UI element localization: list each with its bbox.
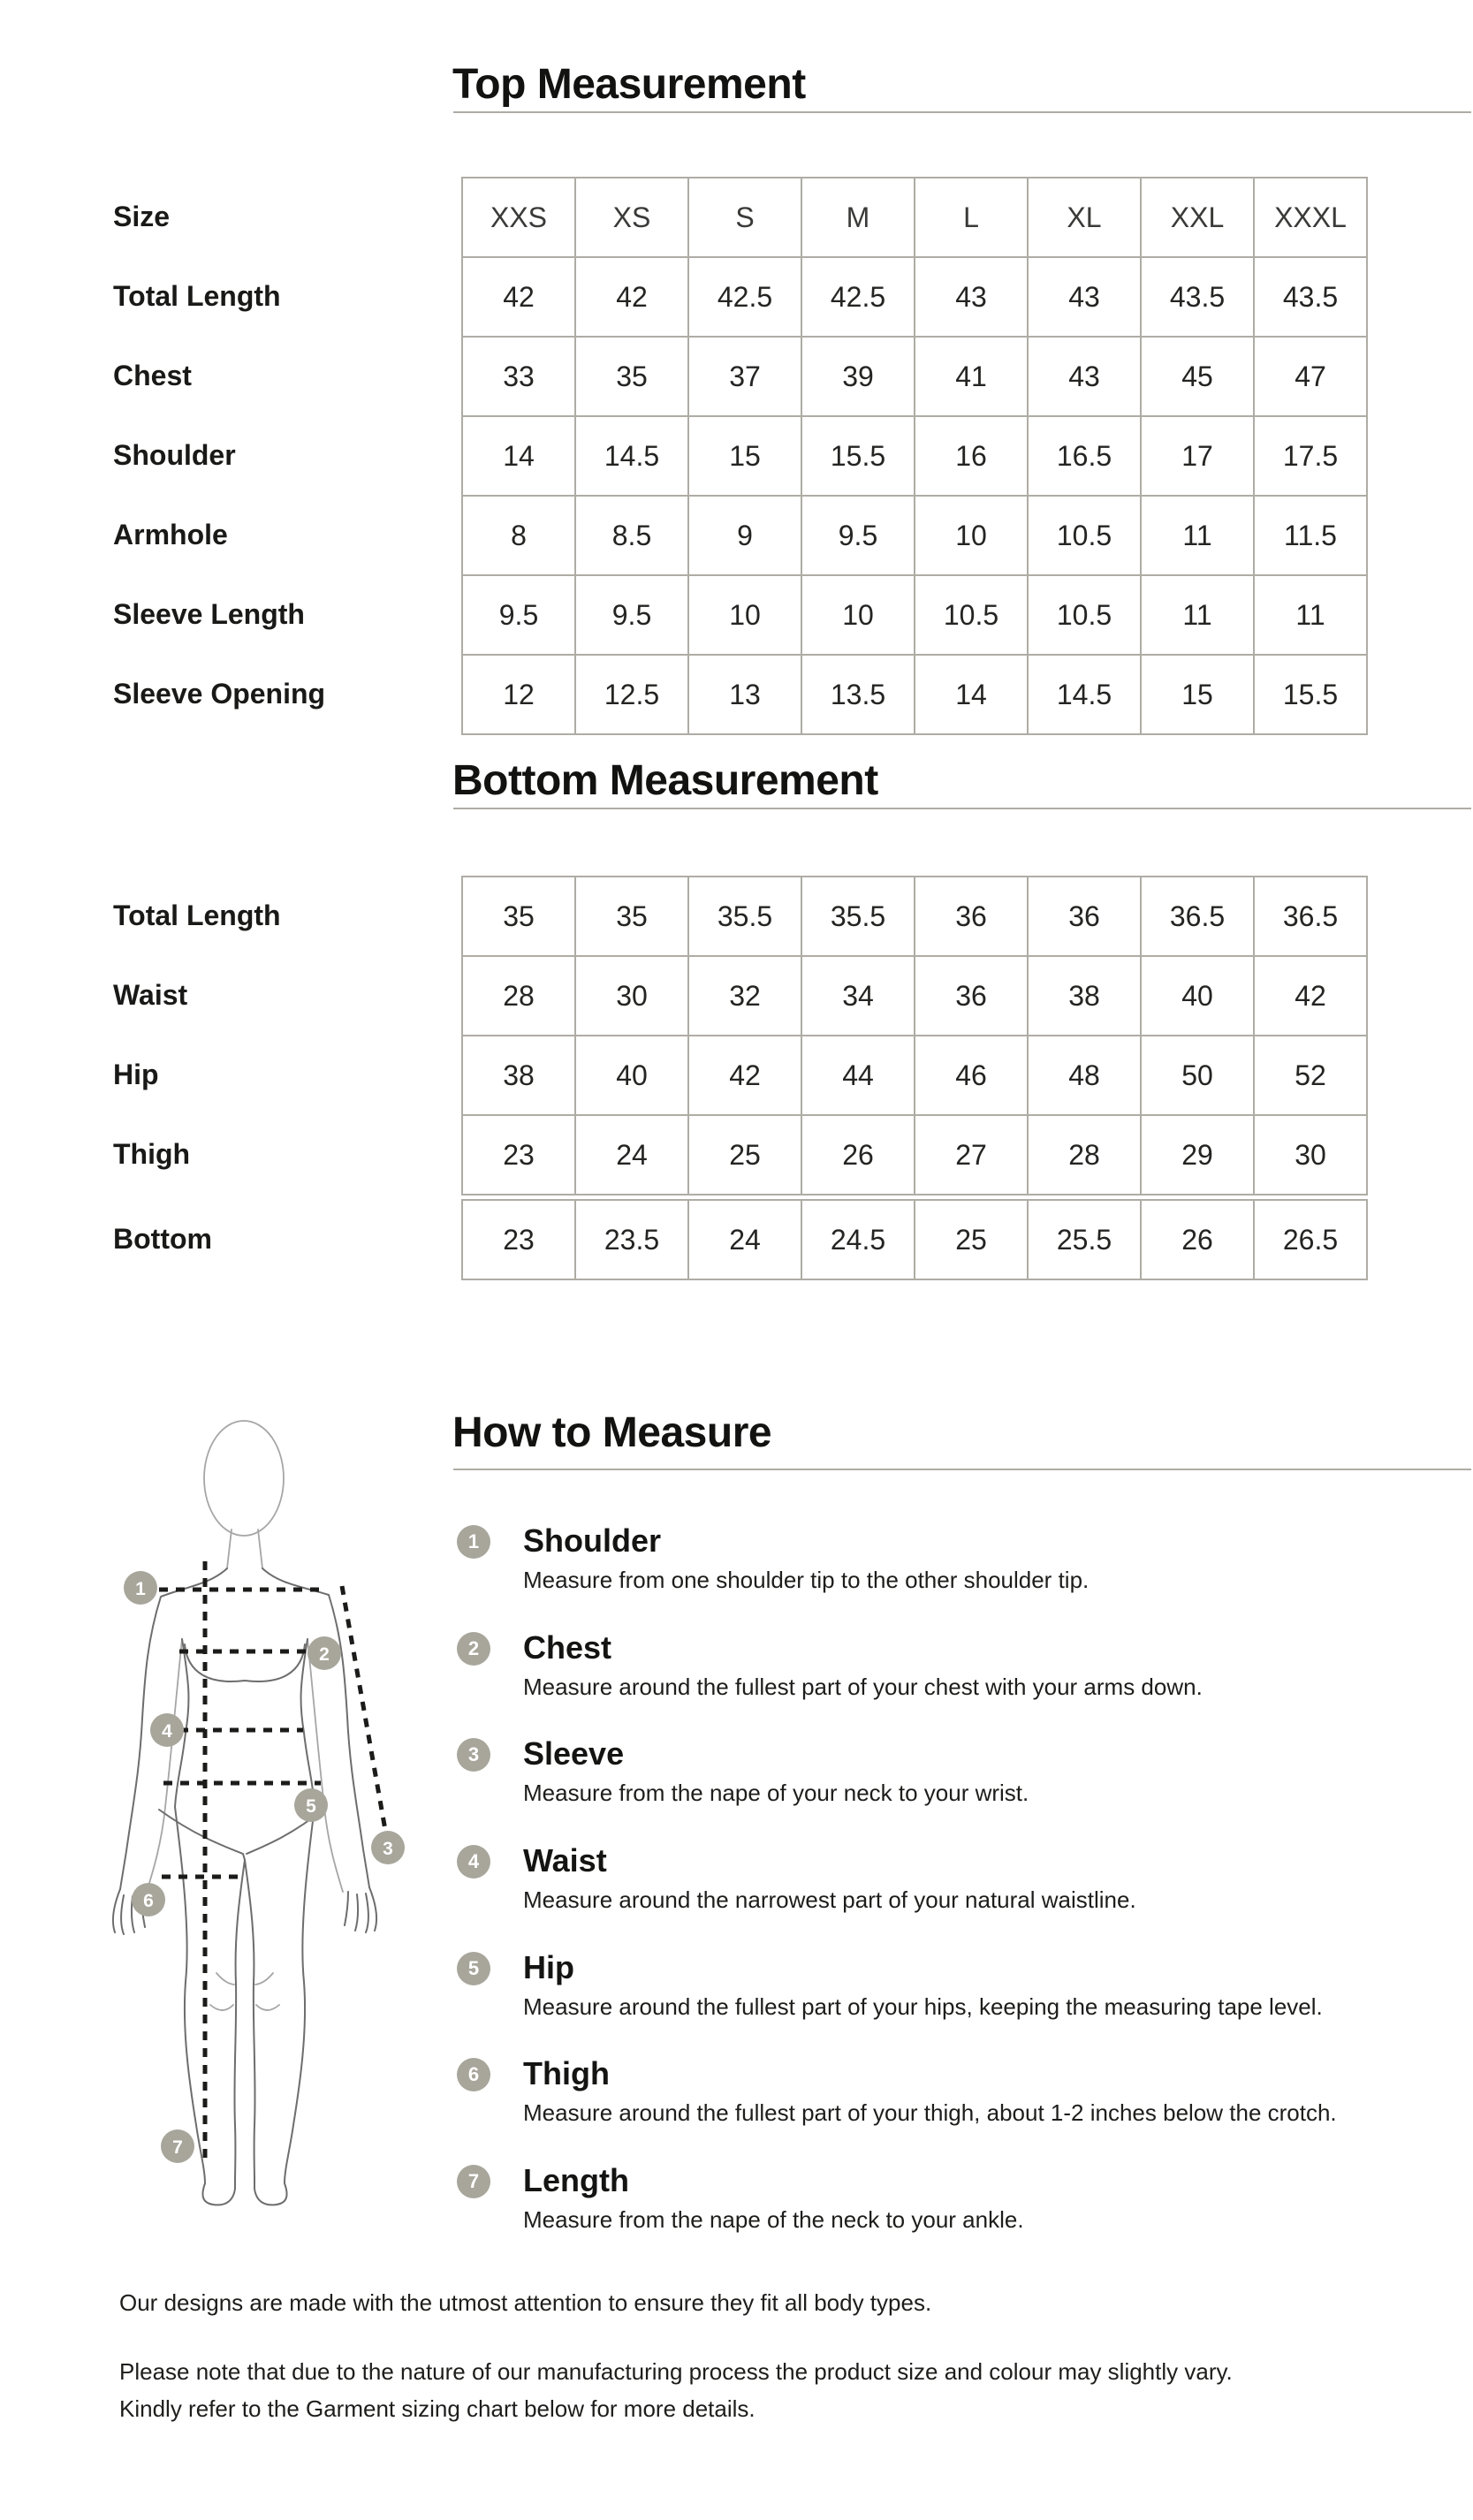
footer-note-reference: Kindly refer to the Garment sizing chart below for more details. (119, 2395, 755, 2422)
howto-item-description: Measure from the nape of your neck to your wrist. (523, 1780, 1029, 1806)
measurement-value-cell: 42 (1255, 957, 1368, 1036)
measurement-value-cell: 29 (1142, 1116, 1255, 1195)
measurement-value-cell: 43 (1029, 258, 1142, 338)
measurement-value-cell: 36.5 (1142, 877, 1255, 957)
measurement-value-cell: 35 (576, 877, 689, 957)
howto-item-title: Hip (523, 1949, 574, 1985)
howto-item-description: Measure from the nape of the neck to your ankle. (523, 2206, 1024, 2233)
measurement-value-cell: 9.5 (463, 576, 576, 656)
measurement-value-cell: 15.5 (802, 417, 915, 497)
measurement-value-cell: 38 (1029, 957, 1142, 1036)
measurement-value-cell: 26 (1142, 1201, 1255, 1280)
measurement-value-cell: 14 (463, 417, 576, 497)
body-figure-illustration (101, 1408, 428, 2207)
howto-item-chest (453, 1630, 1471, 1701)
figure-left-leg-inner (234, 1860, 245, 2182)
row-label: Total Length (113, 899, 281, 931)
svg-text:5: 5 (306, 1796, 316, 1817)
howto-item-title: Chest (523, 1629, 612, 1666)
measurement-value-cell: 42 (689, 1036, 802, 1116)
howto-item-sleeve (453, 1736, 1471, 1807)
row-label: Size (113, 200, 171, 232)
measurement-value-cell: 17.5 (1255, 417, 1368, 497)
row-label: Shoulder (113, 438, 236, 471)
measurement-value-cell: 27 (915, 1116, 1029, 1195)
top-section-divider (453, 111, 1471, 113)
measurement-value-cell: 15 (1142, 656, 1255, 735)
measurement-value-cell: 14 (915, 656, 1029, 735)
measurement-value-cell: 32 (689, 957, 802, 1036)
measurement-value-cell: 25.5 (1029, 1201, 1142, 1280)
size-header-cell: XXL (1142, 178, 1255, 258)
measurement-value-cell: 28 (1029, 1116, 1142, 1195)
footer-note-fit: Our designs are made with the utmost attention to ensure they fit all body types. (119, 2289, 932, 2316)
bottom-size-grid (461, 876, 1368, 1195)
howto-item-thigh (453, 2056, 1471, 2127)
howto-item-waist (453, 1843, 1471, 1914)
how-to-measure-title: How to Measure (452, 1409, 772, 1456)
measurement-value-cell: 46 (915, 1036, 1029, 1116)
row-label: Chest (113, 359, 192, 391)
measurement-value-cell: 35 (463, 877, 576, 957)
measurement-value-cell: 26 (802, 1116, 915, 1195)
figure-marker-6 (132, 1883, 165, 1917)
step-number-badge: 1 (457, 1525, 490, 1559)
measurement-value-cell: 43.5 (1142, 258, 1255, 338)
measurement-value-cell: 25 (915, 1201, 1029, 1280)
measurement-value-cell: 15.5 (1255, 656, 1368, 735)
measurement-value-cell: 17 (1142, 417, 1255, 497)
svg-text:1: 1 (135, 1579, 146, 1599)
body-measurement-figure (101, 1408, 428, 2207)
row-label: Waist (113, 978, 188, 1011)
figure-marker-1 (124, 1571, 157, 1605)
measurement-value-cell: 30 (1255, 1116, 1368, 1195)
row-label: Sleeve Length (113, 597, 305, 630)
howto-item-title: Waist (523, 1842, 607, 1879)
measurement-value-cell: 41 (915, 338, 1029, 417)
measurement-value-cell: 9.5 (802, 497, 915, 576)
row-label: Thigh (113, 1137, 191, 1170)
measurement-value-cell: 43 (915, 258, 1029, 338)
howto-item-shoulder (453, 1523, 1471, 1594)
measurement-value-cell: 48 (1029, 1036, 1142, 1116)
measurement-value-cell: 8 (463, 497, 576, 576)
bottom-size-grid-last (461, 1199, 1368, 1280)
step-number-badge: 5 (457, 1952, 490, 1985)
measurement-value-cell: 8.5 (576, 497, 689, 576)
measurement-value-cell: 36.5 (1255, 877, 1368, 957)
measurement-value-cell: 47 (1255, 338, 1368, 417)
measurement-value-cell: 23.5 (576, 1201, 689, 1280)
svg-text:6: 6 (143, 1891, 154, 1911)
sleeve-measure-line (342, 1586, 385, 1830)
figure-marker-7 (161, 2129, 194, 2163)
svg-text:7: 7 (172, 2137, 183, 2158)
measurement-value-cell: 38 (463, 1036, 576, 1116)
size-header-cell: L (915, 178, 1029, 258)
top-measurement-title: Top Measurement (452, 61, 806, 108)
step-number-badge: 4 (457, 1845, 490, 1879)
figure-right-inner-arm (308, 1639, 343, 1892)
howto-item-description: Measure around the narrowest part of your natural waistline. (523, 1886, 1136, 1913)
measurement-value-cell: 44 (802, 1036, 915, 1116)
top-row-labels (113, 177, 449, 733)
measurement-value-cell: 10 (802, 576, 915, 656)
measurement-value-cell: 28 (463, 957, 576, 1036)
measurement-value-cell: 11.5 (1255, 497, 1368, 576)
bottom-section-divider (453, 808, 1471, 809)
measurement-value-cell: 50 (1142, 1036, 1255, 1116)
top-size-grid (461, 177, 1368, 735)
step-number-badge: 6 (457, 2058, 490, 2091)
measurement-value-cell: 26.5 (1255, 1201, 1368, 1280)
measurement-value-cell: 34 (802, 957, 915, 1036)
measurement-value-cell: 30 (576, 957, 689, 1036)
size-header-cell: M (802, 178, 915, 258)
figure-marker-4 (150, 1713, 184, 1747)
measurement-value-cell: 9 (689, 497, 802, 576)
measurement-value-cell: 45 (1142, 338, 1255, 417)
measurement-value-cell: 10.5 (1029, 576, 1142, 656)
measurement-value-cell: 25 (689, 1116, 802, 1195)
measurement-value-cell: 42 (576, 258, 689, 338)
figure-left-inner-arm (147, 1639, 182, 1892)
measurement-value-cell: 40 (576, 1036, 689, 1116)
svg-text:2: 2 (319, 1644, 330, 1665)
measurement-value-cell: 24 (576, 1116, 689, 1195)
measurement-value-cell: 12 (463, 656, 576, 735)
svg-text:4: 4 (162, 1721, 172, 1742)
howto-item-description: Measure around the fullest part of your hips, keeping the measuring tape level. (523, 1993, 1323, 2020)
figure-left-leg-outer (175, 1807, 205, 2183)
measurement-value-cell: 24.5 (802, 1201, 915, 1280)
measurement-value-cell: 13.5 (802, 656, 915, 735)
size-header-cell: XXXL (1255, 178, 1368, 258)
measurement-value-cell: 52 (1255, 1036, 1368, 1116)
measurement-value-cell: 40 (1142, 957, 1255, 1036)
howto-item-title: Shoulder (523, 1522, 662, 1559)
howto-item-hip (453, 1950, 1471, 2021)
howto-item-description: Measure from one shoulder tip to the other shoulder tip. (523, 1567, 1090, 1593)
measurement-value-cell: 42.5 (689, 258, 802, 338)
measurement-value-cell: 10.5 (915, 576, 1029, 656)
size-header-cell: XS (576, 178, 689, 258)
measurement-value-cell: 33 (463, 338, 576, 417)
measurement-value-cell: 36 (1029, 877, 1142, 957)
measurement-value-cell: 42.5 (802, 258, 915, 338)
howto-item-title: Length (523, 2162, 629, 2198)
figure-head (204, 1421, 284, 1536)
measurement-value-cell: 11 (1142, 576, 1255, 656)
measurement-value-cell: 39 (802, 338, 915, 417)
measurement-value-cell: 35.5 (689, 877, 802, 957)
row-label: Armhole (113, 518, 228, 550)
measurement-value-cell: 14.5 (1029, 656, 1142, 735)
measurement-value-cell: 24 (689, 1201, 802, 1280)
howto-item-description: Measure around the fullest part of your chest with your arms down. (523, 1674, 1203, 1700)
row-label: Total Length (113, 279, 281, 312)
size-header-cell: XL (1029, 178, 1142, 258)
howto-item-description: Measure around the fullest part of your thigh, about 1-2 inches below the crotch. (523, 2099, 1337, 2126)
step-number-badge: 7 (457, 2165, 490, 2198)
measurement-value-cell: 23 (463, 1201, 576, 1280)
howto-item-title: Sleeve (523, 1735, 625, 1772)
measurement-value-cell: 23 (463, 1116, 576, 1195)
measurement-value-cell: 13 (689, 656, 802, 735)
step-number-badge: 3 (457, 1738, 490, 1772)
measurement-value-cell: 16 (915, 417, 1029, 497)
howto-item-length (453, 2163, 1471, 2234)
measurement-value-cell: 36 (915, 877, 1029, 957)
figure-marker-2 (308, 1636, 341, 1670)
figure-right-leg-outer (285, 1807, 315, 2183)
measurement-value-cell: 10.5 (1029, 497, 1142, 576)
figure-knee-marks (210, 1973, 279, 2010)
row-label: Hip (113, 1058, 159, 1090)
measurement-value-cell: 11 (1142, 497, 1255, 576)
size-header-cell: S (689, 178, 802, 258)
measurement-value-cell: 11 (1255, 576, 1368, 656)
measurement-value-cell: 16.5 (1029, 417, 1142, 497)
measurement-value-cell: 43.5 (1255, 258, 1368, 338)
figure-marker-5 (294, 1788, 328, 1822)
figure-right-leg-inner (245, 1860, 255, 2182)
size-header-cell: XXS (463, 178, 576, 258)
measurement-value-cell: 12.5 (576, 656, 689, 735)
svg-text:3: 3 (383, 1839, 393, 1859)
figure-feet (202, 2176, 286, 2205)
bottom-row-labels (113, 876, 449, 1279)
measurement-value-cell: 9.5 (576, 576, 689, 656)
howto-item-title: Thigh (523, 2055, 610, 2091)
measurement-value-cell: 43 (1029, 338, 1142, 417)
figure-marker-3 (371, 1831, 405, 1864)
row-label: Bottom (113, 1222, 212, 1255)
footer-note-variation: Please note that due to the nature of our manufacturing process the product size and colour may slightly vary. (119, 2358, 1233, 2385)
measurement-value-cell: 35.5 (802, 877, 915, 957)
row-label: Sleeve Opening (113, 677, 326, 710)
measurement-value-cell: 37 (689, 338, 802, 417)
measurement-value-cell: 10 (689, 576, 802, 656)
how-to-measure-divider (453, 1469, 1471, 1470)
measurement-value-cell: 14.5 (576, 417, 689, 497)
measurement-value-cell: 15 (689, 417, 802, 497)
bottom-measurement-title: Bottom Measurement (452, 757, 878, 804)
measurement-value-cell: 42 (463, 258, 576, 338)
measurement-value-cell: 10 (915, 497, 1029, 576)
figure-right-hand (345, 1887, 376, 1932)
step-number-badge: 2 (457, 1632, 490, 1666)
measurement-value-cell: 35 (576, 338, 689, 417)
measurement-value-cell: 36 (915, 957, 1029, 1036)
